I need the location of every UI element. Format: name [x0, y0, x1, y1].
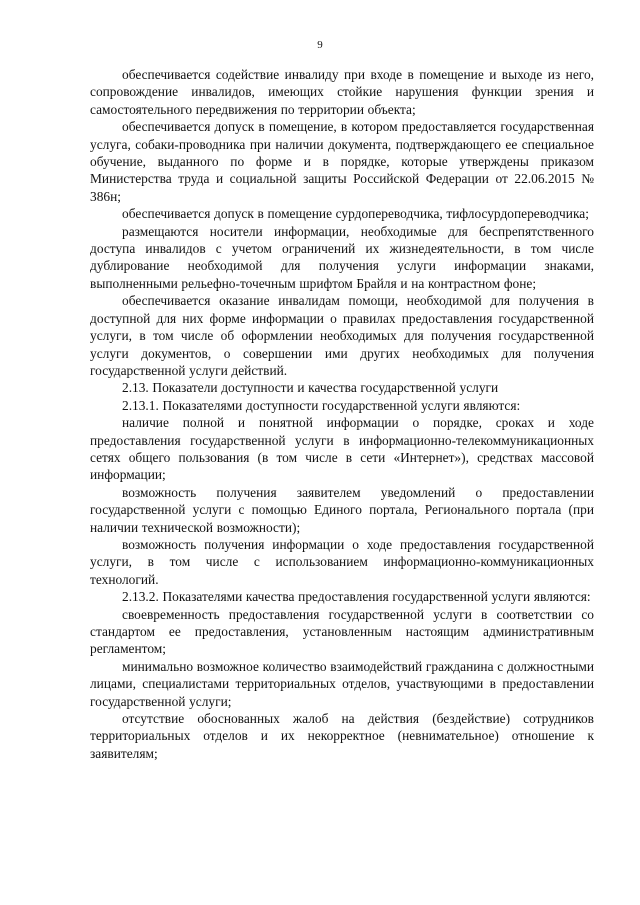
paragraph-progress-information: возможность получения информации о ходе предоставления государственной услуги, в том числе с использованием информационно-коммуникационных технологий.: [90, 536, 594, 587]
subsection-heading-2-13-2: 2.13.2. Показателями качества предоставления государственной услуги являются:: [122, 589, 591, 605]
paragraph-sign-interpreter: обеспечивается допуск в помещение сурдопереводчика, тифлосурдопереводчика;: [122, 206, 589, 222]
document-body: [90, 66, 594, 762]
paragraph-assistance-information: обеспечивается оказание инвалидам помощи, необходимой для получения в доступной для них форме информации о правилах предоставления государственной услуги, в том числе об оформлении необходимых для получения государственной услуги документов, о совершении ими других необходимых для получения государственной услуги действий.: [90, 293, 594, 378]
paragraph-guide-dog: обеспечивается допуск в помещение, в котором предоставляется государственная услуга, собаки-проводника при наличии документа, подтверждающего ее специальное обучение, выданного по форме и в порядке, которые утверждены приказом Министерства труда и социальной защиты Российской Федерации от 22.06.2015 № 386н;: [90, 119, 594, 204]
paragraph-no-complaints: отсутствие обоснованных жалоб на действия (бездействие) сотрудников территориальных отделов и их некорректное (невнимательное) отношение к заявителям;: [90, 711, 594, 761]
section-heading-2-13: 2.13. Показатели доступности и качества государственной услуги: [122, 380, 499, 396]
paragraph-minimal-interactions: минимально возможное количество взаимодействий гражданина с должностными лицами, специалистами территориальных отделов, участвующими в предоставлении государственной услуги;: [90, 658, 594, 709]
paragraph-assistance-entry: обеспечивается содействие инвалиду при входе в помещение и выходе из него, сопровождение инвалидов, имеющих стойкие нарушения функции зрения и самостоятельного передвижения по территории объекта;: [90, 67, 594, 117]
subsection-heading-2-13-1: 2.13.1. Показателями доступности государственной услуги являются:: [122, 397, 521, 413]
paragraph-timeliness: своевременность предоставления государственной услуги в соответствии со стандартом ее предоставления, установленным настоящим административным регламентом;: [90, 606, 594, 657]
page-number: 9: [317, 39, 323, 51]
paragraph-information-carriers: размещаются носители информации, необходимые для беспрепятственного доступа инвалидов с учетом ограничений их жизнедеятельности, в том числе дублирование необходимой для получения услуги информации знаками, выполненными рельефно-точечным шрифтом Брайля и на контрастном фоне;: [90, 223, 594, 291]
paragraph-complete-information: наличие полной и понятной информации о порядке, сроках и ходе предоставления государственной услуги в информационно-телекоммуникационных сетях общего пользования (в том числе в сети «Интернет»), средствах массовой информации;: [90, 415, 594, 483]
paragraph-notifications: возможность получения заявителем уведомлений о предоставлении государственной услуги с помощью Единого портала, Регионального портала (при наличии технической возможности);: [90, 484, 594, 535]
